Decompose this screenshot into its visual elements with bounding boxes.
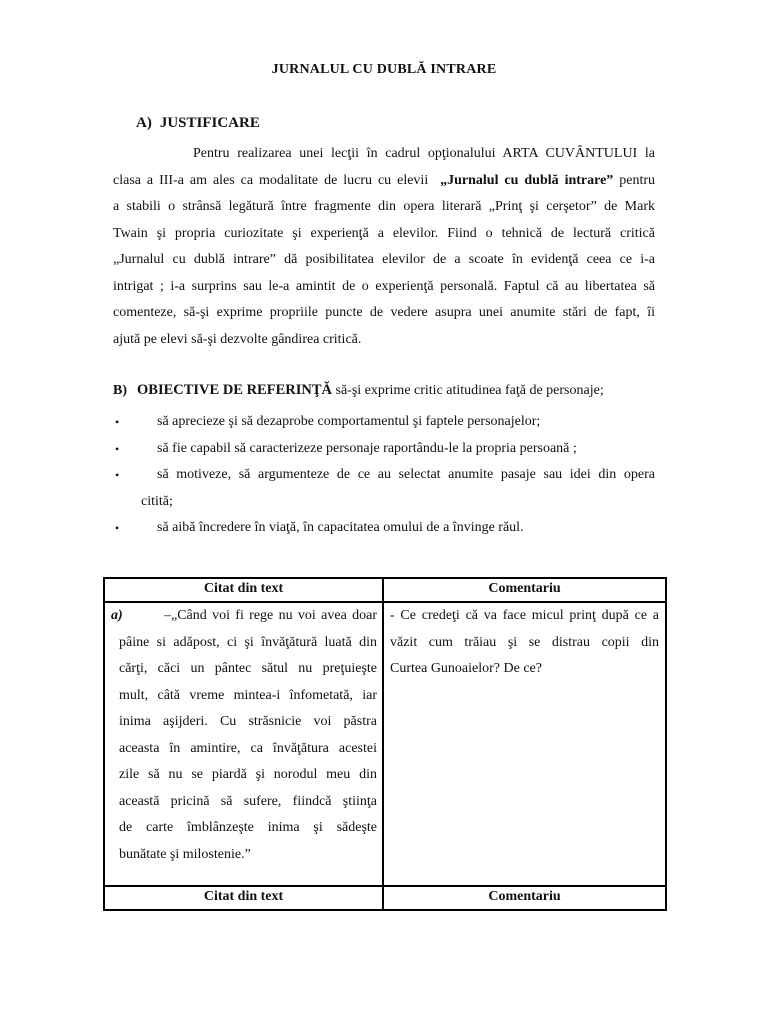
table-header-row <box>104 578 666 602</box>
list-item: • să aibă încredere în viaţă, în capacitatea omului de a învinge răul. <box>113 515 655 542</box>
paragraph-line: „Jurnalul cu dublă intrare” dă posibilitatea elevilor de a scoate în evidenţă ceea ce i-a <box>113 252 655 267</box>
paragraph-line: Pentru realizarea unei lecţii în cadrul opţionalului ARTA CUVÂNTULUI la <box>193 146 655 161</box>
list-item: • să motiveze, să argumenteze de ce au selectat anumite pasaje sau idei din opera citită; <box>113 462 655 515</box>
bullet-icon: • <box>115 468 120 482</box>
quote-cell <box>104 602 383 886</box>
list-item: • să fie capabil să caracterizeze personaje raportându-le la propria persoană ; <box>113 436 655 463</box>
section-b-intro: să-şi exprime critic atitudinea faţă de personaje; <box>332 383 604 398</box>
bullet-icon: • <box>115 441 120 456</box>
paragraph-line: comenteze, să-şi exprime propriile puncte de vedere asupra unei anumite stări de fapt, îi <box>113 305 655 320</box>
column-header-comment: Comentariu <box>383 578 666 602</box>
section-a-letter: A) <box>136 115 152 131</box>
section-a-heading <box>136 115 260 132</box>
list-item: • să aprecieze şi să dezaprobe comportamentul şi faptele personajelor; <box>113 409 655 436</box>
section-b-title: OBIECTIVE DE REFERINŢĂ <box>137 382 332 398</box>
objectives-list <box>113 409 655 542</box>
paragraph-line: clasa a III-a am ales ca modalitate de lucru cu elevii „Jurnalul cu dublă intrare” pentru <box>113 172 656 188</box>
table-header-row-repeat <box>104 886 666 910</box>
row-label: a) <box>111 608 123 623</box>
column-header-comment: Comentariu <box>383 886 666 910</box>
quote-text: –„Când voi fi rege nu voi avea doar pâine si adăpost, ci şi învăţătură luată din cărţi, căci un pântec sătul nu preţuieşte mult, câtă vreme mintea-i înfometată, iar inima aşijderi. Cu străsnicie voi păstra aceasta în amintire, ca învăţătura acestei zile să nu se piardă şi norodul meu din această pricină să sufere, fiindcă ştiinţa de carte îmblânzeşte inima şi sădeşte bunătate şi milostenie.” <box>119 608 377 862</box>
column-header-quote: Citat din text <box>104 578 383 602</box>
section-b-letter: B) <box>113 383 127 398</box>
document-title: JURNALUL CU DUBLĂ INTRARE <box>271 62 497 77</box>
paragraph-line: ajută pe elevi să-şi dezvolte gândirea critică. <box>113 331 362 347</box>
bullet-icon: • <box>115 521 120 535</box>
double-entry-journal-table <box>103 577 667 911</box>
paragraph-line: a stabili o strânsă legătură între fragmente din opera literară „Prinţ şi cerşetor” de Mark <box>113 199 655 214</box>
paragraph-line: intrigat ; i-a surprins sau le-a amintit de o experienţă personală. Faptul că au libertatea să <box>113 278 655 294</box>
emphasis-text: „Jurnalul cu dublă intrare” <box>440 172 614 188</box>
section-b-heading <box>113 382 604 399</box>
bullet-icon: • <box>115 415 120 429</box>
justification-paragraph <box>113 141 655 353</box>
comment-cell: - Ce credeţi că va face micul prinţ după ce a văzit cum trăiau şi se distrau copii din Curtea Gunoaielor? De ce? <box>383 602 666 886</box>
section-a-title: JUSTIFICARE <box>159 115 260 131</box>
paragraph-line: Twain şi propria curiozitate şi experienţă a elevilor. Fiind o tehnică de lectură critică <box>113 225 655 241</box>
column-header-quote: Citat din text <box>104 886 383 910</box>
table-row <box>104 602 666 886</box>
